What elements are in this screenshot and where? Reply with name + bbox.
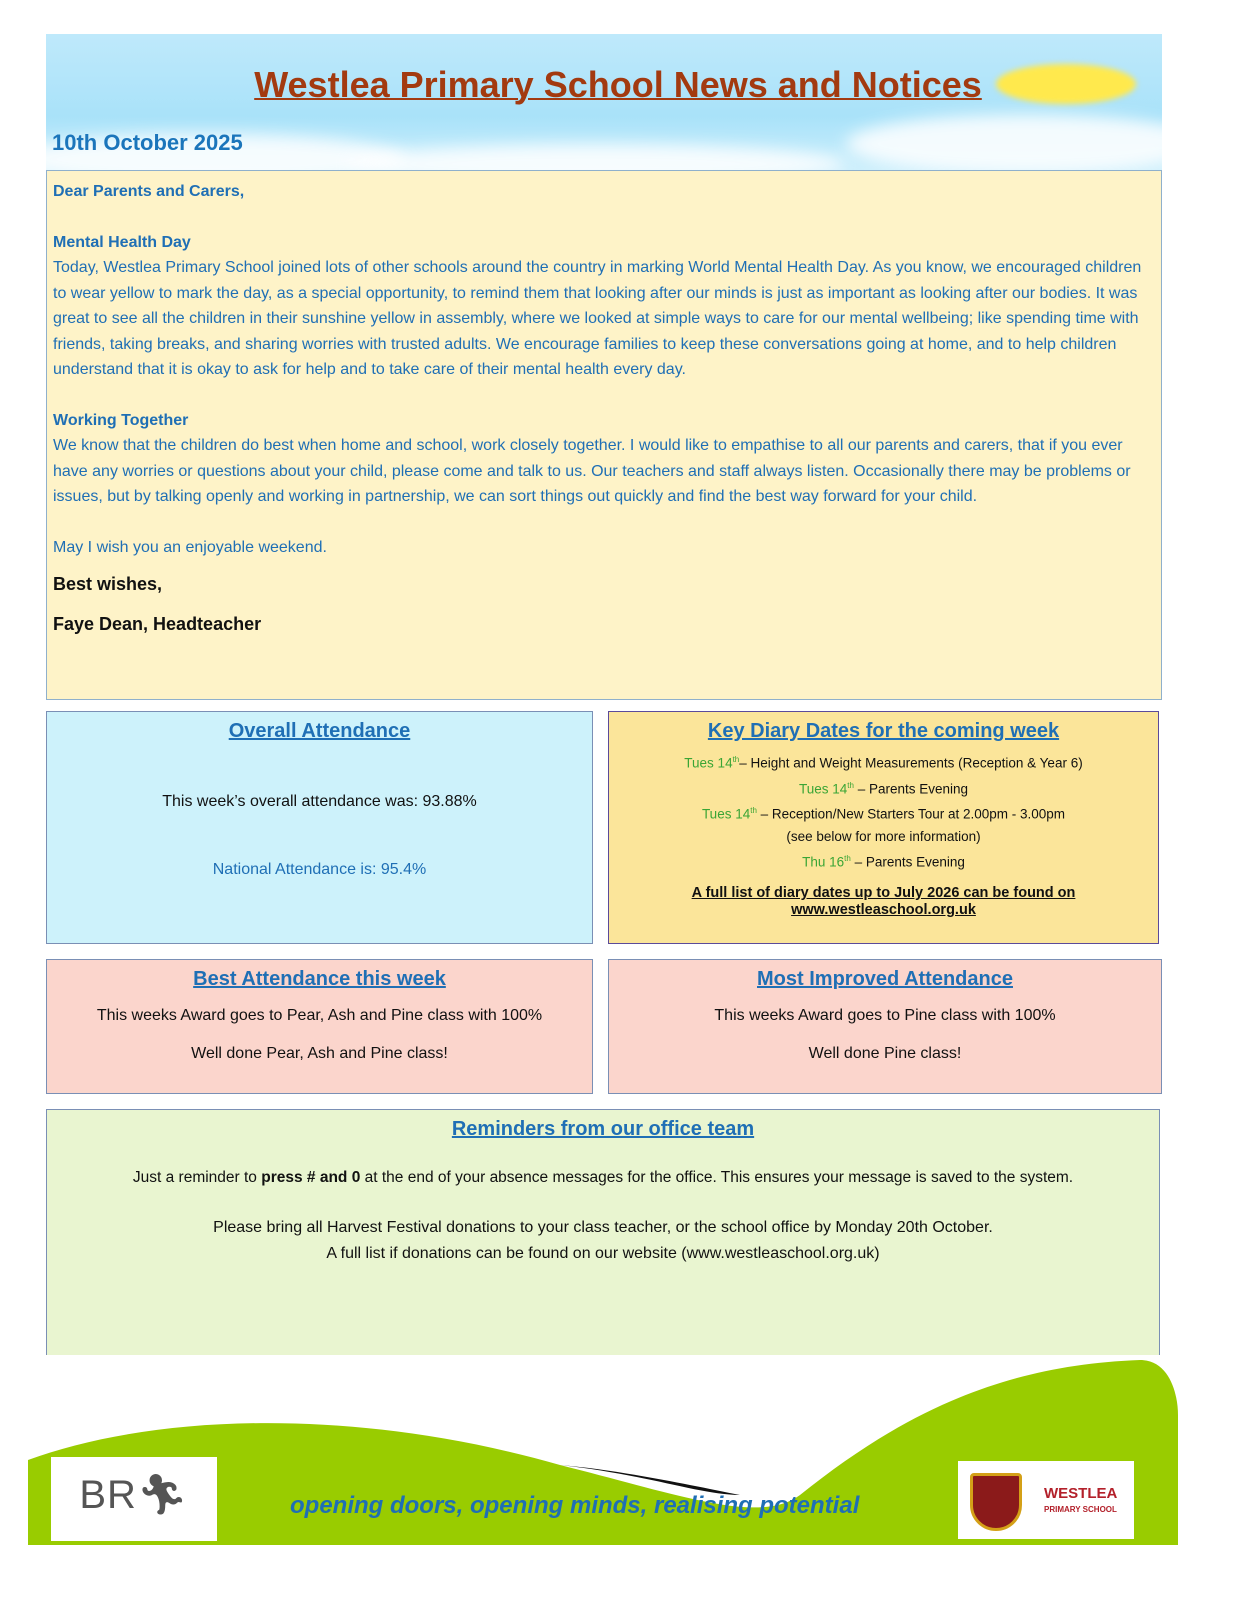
diary-item: (see below for more information)	[786, 828, 981, 844]
reminder-harvest: Please bring all Harvest Festival donations to your class teacher, or the school office by Monday 20th October.	[213, 1219, 993, 1236]
best-well-done: Well done Pear, Ash and Pine class!	[191, 1045, 448, 1062]
reminder-website: A full list if donations can be found on our website (www.westleaschool.org.uk)	[326, 1245, 880, 1262]
reminder-phone: Just a reminder to press # and 0 at the end of your absence messages for the office. This ensures your message is saved to the system.	[132, 1169, 1074, 1186]
reminders-title: Reminders from our office team	[451, 1118, 755, 1140]
overall-attendance: This week’s overall attendance was: 93.88%	[162, 793, 477, 810]
overall-attendance-box	[46, 711, 593, 944]
section-body: Today, Westlea Primary School joined lots of other schools around the country in marking World Mental Health Day. As you know, we encouraged children to wear yellow to mark the day, as a special opportunity, to remind them that looking after our minds is just as important as looking after our bodies. It was great to see all the children in their sunshine yellow in assembly, where we looked at simple ways to care for our mental wellbeing; like spending time with friends, taking breaks, and sharing worries with trusted adults. We encourage families to keep these conversations going at home, and to help children understand that it is okay to ask for help and to take care of their mental health every day.	[53, 259, 1142, 378]
diary-item: Tues 14th– Height and Weight Measurements (Reception & Year 6)	[684, 755, 1083, 771]
newsletter-date: 10th October 2025	[52, 130, 243, 155]
best-award: This weeks Award goes to Pear, Ash and Pine class with 100%	[96, 1007, 543, 1024]
headteacher-letter	[46, 170, 1162, 700]
diary-item: Thu 16th – Parents Evening	[802, 853, 965, 869]
westlea-logo: WESTLEA PRIMARY SCHOOL	[958, 1461, 1134, 1539]
best-title: Best Attendance this week	[193, 968, 446, 990]
diary-item: Tues 14th – Reception/New Starters Tour at 2.00pm - 3.00pm	[701, 806, 1066, 822]
brunel-logo: BR🏃︎	[51, 1457, 217, 1541]
page-title: Westlea Primary School News and Notices	[254, 64, 982, 105]
reminders-box	[46, 1109, 1160, 1355]
signature: Faye Dean, Headteacher	[53, 613, 262, 634]
section-heading: Mental Health Day	[53, 233, 191, 251]
improved-well-done: Well done Pine class!	[808, 1045, 962, 1062]
diary-title: Key Diary Dates for the coming week	[707, 720, 1060, 742]
greeting: Dear Parents and Carers,	[53, 183, 245, 200]
diary-website-link[interactable]: A full list of diary dates up to July 2026 can be found on www.westleaschool.org.uk	[691, 885, 1076, 918]
closing: May I wish you an enjoyable weekend.	[53, 538, 327, 556]
section-body: We know that the children do best when home and school, work closely together. I would like to empathise to all our parents and carers, that if you ever have any worries or questions about your child, please come and talk to us. Our teachers and staff always listen. Occasionally there may be problems or issues, but by talking openly and working in partnership, we can sort things out quickly and find the best way forward for your child.	[53, 437, 1131, 505]
diary-item: Tues 14th – Parents Evening	[798, 780, 969, 796]
attendance-title: Overall Attendance	[228, 720, 411, 742]
diary-dates-box	[608, 711, 1159, 944]
sign-off: Best wishes,	[53, 574, 163, 594]
improved-award: This weeks Award goes to Pine class with 100%	[714, 1007, 1056, 1024]
improved-title: Most Improved Attendance	[757, 968, 1013, 990]
best-attendance-box	[46, 959, 593, 1094]
school-tagline: opening doors, opening minds, realising potential	[290, 1492, 860, 1519]
national-attendance: National Attendance is: 95.4%	[212, 861, 427, 878]
most-improved-box	[608, 959, 1162, 1094]
diary-list	[609, 749, 1158, 873]
section-heading: Working Together	[53, 411, 189, 429]
